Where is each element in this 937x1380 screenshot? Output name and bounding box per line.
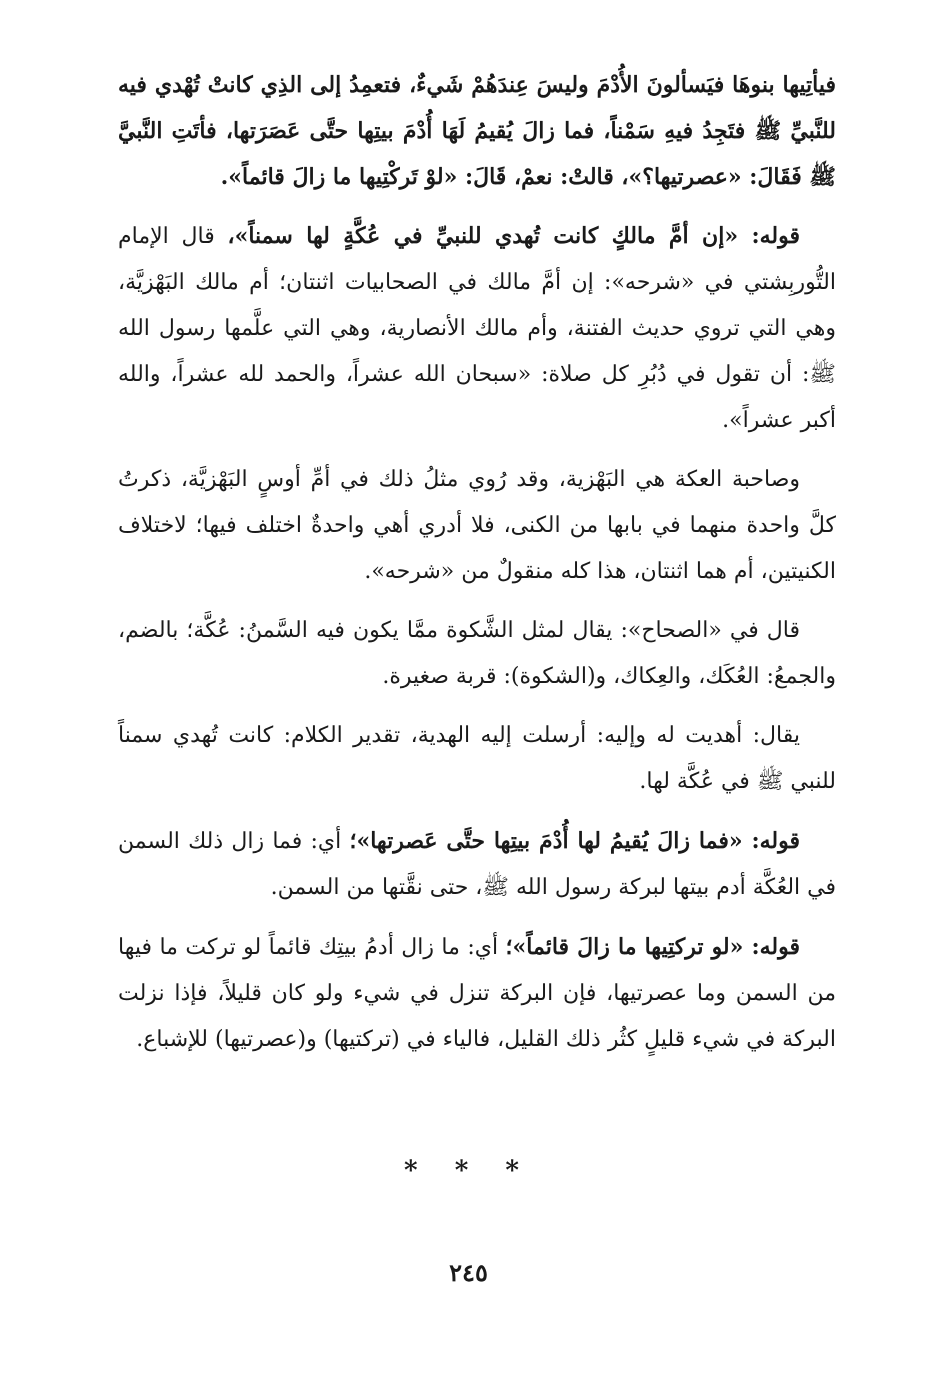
paragraph-lead: قوله: «لو تركتِيها ما زالَ قائماً»؛ bbox=[505, 934, 800, 960]
paragraph-lead: قوله: «إن أمَّ مالكٍ كانت تُهدي للنبيِّ في عُكَّةٍ لها سمناً»، bbox=[227, 223, 800, 249]
commentary-paragraph bbox=[118, 924, 836, 1063]
section-separator: * * * bbox=[404, 1156, 533, 1186]
commentary-paragraph bbox=[118, 608, 836, 700]
commentary-paragraph bbox=[118, 213, 836, 444]
paragraph-text: أي: ما زال أدمُ بيتِك قائماً لو تركت ما فيها من السمن وما عصرتيها، فإن البركة تنزل في شيء ولو كان قليلاً، فإذا نزلت البركة في شيء قليلٍ كثُر ذلك القليل، فالياء في (تركتيها) و(عصرتيها) للإشباع. bbox=[118, 935, 836, 1052]
commentary-paragraph bbox=[118, 457, 836, 595]
commentary-paragraph bbox=[118, 818, 836, 911]
paragraph-text: قال في «الصحاح»: يقال لمثل الشَّكوة ممَّا يكون فيه السَّمنُ: عُكَّة؛ بالضم، والجمعُ: العُكَك، والعِكاك، و(الشكوة): قربة صغيرة. bbox=[118, 618, 836, 689]
paragraph-text: قال الإمام التُّوربِشتي في «شرحه»: إن أمَّ مالك في الصحابيات اثنتان؛ أم مالك البَهْزيَّة، وهي التي تروي حديث الفتنة، وأم مالك الأنصارية، وهي التي علَّمها رسول الله ﷺ: أن تقول في دُبُرِ كل صلاة: «سبحان الله عشراً، والحمد لله عشراً، والله أكبر عشراً». bbox=[118, 224, 836, 433]
page-body bbox=[118, 62, 836, 1076]
paragraph-text: أي: فما زال ذلك السمن في العُكَّة أدم بيتها لبركة رسول الله ﷺ، حتى نقَّتها من السمن. bbox=[118, 829, 836, 900]
page-number: ٢٤٥ bbox=[449, 1258, 488, 1287]
paragraph-text: وصاحبة العكة هي البَهْزية، وقد رُوي مثلُ ذلك في أمِّ أوسٍ البَهْزيَّة، ذكرتُ كلَّ واحدة منهما في بابها من الكنى، فلا أدري أهي واحدةٌ اختلف فيها؛ لاختلاف الكنيتين، أم هما اثنتان، هذا كله منقولٌ من «شرحه». bbox=[118, 467, 836, 584]
commentary-paragraph bbox=[118, 713, 836, 805]
hadith-paragraph bbox=[118, 62, 836, 200]
paragraph-text: فيأتِيها بنوهَا فيَسألونَ الأُدْمَ وليسَ عِندَهُمْ شَيءٌ، فتعمِدُ إلى الذِي كانتْ تُهْدي فيه للنَّبيِّ ﷺ فتَجِدُ فيهِ سَمْناً، فما زالَ يُقيمُ لَهَا أُدْمَ بيتِها حتَّى عَصَرَتها، فأتَتِ النَّبيَّ ﷺ فَقَالَ: «عصرتيها؟»، قالتْ: نعمْ، قَالَ: «لوْ تَركْتِيها ما زالَ قائماً». bbox=[118, 72, 836, 190]
paragraph-lead: قوله: «فما زالَ يُقيمُ لها أُدْمَ بيتِها حتَّى عَصرتها»؛ bbox=[349, 828, 800, 854]
paragraph-text: يقال: أهديت له وإليه: أرسلت إليه الهدية، تقدير الكلام: كانت تُهدي سمناً للنبي ﷺ في عُكَّة لها. bbox=[118, 723, 836, 794]
